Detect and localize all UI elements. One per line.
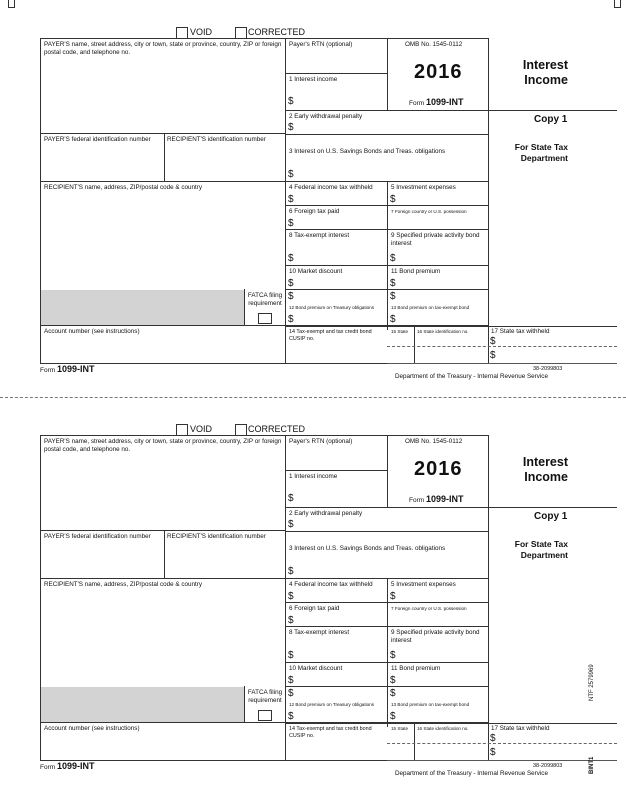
box-15-label: 15 State xyxy=(391,726,409,731)
box-3-dollar: $ xyxy=(288,566,294,577)
payer-info-label: PAYER'S name, street address, city or town, state or province, country, ZIP or foreign postal code, and telephone no. xyxy=(44,438,282,453)
box-2-label: 2 Early withdrawal penalty xyxy=(289,510,363,517)
department-label: Department of the Treasury - Internal Revenue Service xyxy=(395,770,548,777)
box-1-dollar: $ xyxy=(288,96,294,107)
box-10-dollar: $ xyxy=(288,675,294,686)
account-number-field[interactable] xyxy=(41,337,284,362)
box-4-label: 4 Federal income tax withheld xyxy=(289,581,373,588)
box-4-dollar: $ xyxy=(288,591,294,602)
box-13-dollar: $ xyxy=(390,711,396,722)
box-3-dollar: $ xyxy=(288,169,294,180)
footer-form-number: 1099-INT xyxy=(56,364,95,374)
payer-federal-id-label: PAYER'S federal identification number xyxy=(44,136,151,143)
corner-mark-right xyxy=(614,0,621,8)
fatca-checkbox[interactable] xyxy=(258,313,272,324)
box-17-dollar-1: $ xyxy=(490,733,496,744)
box-10-label: 10 Market discount xyxy=(289,665,343,672)
box-12-dollar: $ xyxy=(288,711,294,722)
box-12-label: 12 Bond premium on Treasury obligations xyxy=(289,702,375,707)
box-14-label: 14 Tax-exempt and tax credit bond CUSIP no. xyxy=(289,329,372,342)
box-17-dollar-1: $ xyxy=(490,336,496,347)
box-9-label: 9 Specified private activity bond interest xyxy=(391,232,480,247)
form-id-label xyxy=(409,97,464,107)
tax-year-prefix: 20 xyxy=(414,61,439,83)
box-3-label: 3 Interest on U.S. Savings Bonds and Treas. obligations xyxy=(289,545,446,552)
box-7-label: 7 Foreign country or U.S. possession xyxy=(391,606,467,611)
omb-number: OMB No. 1545-0112 xyxy=(405,41,463,48)
box-9-dollar: $ xyxy=(390,253,396,264)
form-title: Interest Income xyxy=(522,455,568,484)
box-6-label: 6 Foreign tax paid xyxy=(289,208,340,215)
corrected-label: CORRECTED xyxy=(248,424,306,434)
box-6-dollar: $ xyxy=(288,218,294,229)
recipient-id-label: RECIPIENT'S identification number xyxy=(167,136,266,143)
box-8-dollar: $ xyxy=(288,253,294,264)
footer-form-word: Form xyxy=(40,764,56,771)
account-number-label: Account number (see instructions) xyxy=(44,725,140,732)
form-copy-bottom xyxy=(0,397,626,797)
box-16-label: 16 State identification no. xyxy=(417,329,469,334)
box-11-dollar: $ xyxy=(390,278,396,289)
box-2-dollar: $ xyxy=(288,122,294,133)
box-5-label: 5 Investment expenses xyxy=(391,184,456,191)
box-15-label: 15 State xyxy=(391,329,409,334)
box-12-label: 12 Bond premium on Treasury obligations xyxy=(289,305,375,310)
box-5-dollar: $ xyxy=(390,591,396,602)
box-13-label: 13 Bond premium on tax-exempt bond xyxy=(391,702,470,707)
box-9-dollar: $ xyxy=(390,650,396,661)
form-number: 1099-INT xyxy=(425,494,464,504)
box-14-label: 14 Tax-exempt and tax credit bond CUSIP no. xyxy=(289,726,372,739)
box-fatca-dollar-2: $ xyxy=(390,688,396,699)
box-7-label: 7 Foreign country or U.S. possession xyxy=(391,209,467,214)
tax-year-prefix: 20 xyxy=(414,458,439,480)
tax-year xyxy=(414,458,463,481)
corner-mark-left xyxy=(8,0,15,8)
fatca-label: FATCA filing requirement xyxy=(247,292,283,307)
box-fatca-dollar-2: $ xyxy=(390,291,396,302)
void-label: VOID xyxy=(190,27,213,37)
bint-code: BINT1 xyxy=(589,756,595,774)
box-4-dollar: $ xyxy=(288,194,294,205)
department-label: Department of the Treasury - Internal Revenue Service xyxy=(395,373,548,380)
box-13-label: 13 Bond premium on tax-exempt bond xyxy=(391,305,470,310)
box-2-dollar: $ xyxy=(288,519,294,530)
box-5-dollar: $ xyxy=(390,194,396,205)
copy-description: For State Tax Department xyxy=(514,142,568,163)
footer-form-number: 1099-INT xyxy=(56,761,95,771)
footer-form-id xyxy=(40,364,95,374)
copy-description: For State Tax Department xyxy=(514,539,568,560)
box-12-dollar: $ xyxy=(288,314,294,325)
form-word: Form xyxy=(409,497,425,504)
recipient-name-label: RECIPIENT'S name, address, ZIP/postal code & country xyxy=(44,184,202,191)
catalog-number: 38-2099803 xyxy=(533,366,563,372)
fatca-label: FATCA filing requirement xyxy=(247,689,283,704)
box-17-dollar-2: $ xyxy=(490,747,496,758)
payer-info-label: PAYER'S name, street address, city or town, state or province, country, ZIP or foreign postal code, and telephone no. xyxy=(44,41,282,56)
tax-year-suffix: 16 xyxy=(438,61,463,83)
box-3-label: 3 Interest on U.S. Savings Bonds and Treas. obligations xyxy=(289,148,446,155)
box-1-label: 1 Interest income xyxy=(289,473,338,480)
footer-form-word: Form xyxy=(40,367,56,374)
recipient-id-label: RECIPIENT'S identification number xyxy=(167,533,266,540)
box-1-label: 1 Interest income xyxy=(289,76,338,83)
catalog-number: 38-2099803 xyxy=(533,763,563,769)
box-10-dollar: $ xyxy=(288,278,294,289)
box-9-label: 9 Specified private activity bond interest xyxy=(391,629,480,644)
ntf-code: NTF 2579969 xyxy=(589,664,595,701)
box-17-label: 17 State tax withheld xyxy=(491,725,550,732)
box-2-label: 2 Early withdrawal penalty xyxy=(289,113,363,120)
payer-rtn-label: Payer's RTN (optional) xyxy=(289,438,353,445)
form-number: 1099-INT xyxy=(425,97,464,107)
box-fatca-dollar: $ xyxy=(288,688,294,699)
box-8-label: 8 Tax-exempt interest xyxy=(289,232,350,239)
form-id-label xyxy=(409,494,464,504)
void-label: VOID xyxy=(190,424,213,434)
box-17-label: 17 State tax withheld xyxy=(491,328,550,335)
box-fatca-dollar: $ xyxy=(288,291,294,302)
recipient-name-label: RECIPIENT'S name, address, ZIP/postal code & country xyxy=(44,581,202,588)
form-word: Form xyxy=(409,100,425,107)
box-1-dollar: $ xyxy=(288,493,294,504)
box-16-label: 16 State identification no. xyxy=(417,726,469,731)
payer-federal-id-label: PAYER'S federal identification number xyxy=(44,533,151,540)
box-8-label: 8 Tax-exempt interest xyxy=(289,629,350,636)
shaded-area xyxy=(41,687,244,722)
footer-form-id xyxy=(40,761,95,771)
recipient-name-field[interactable] xyxy=(41,193,284,288)
box-13-dollar: $ xyxy=(390,314,396,325)
fatca-checkbox[interactable] xyxy=(258,710,272,721)
tax-year xyxy=(414,61,463,84)
box-10-label: 10 Market discount xyxy=(289,268,343,275)
corrected-label: CORRECTED xyxy=(248,27,306,37)
recipient-name-field[interactable] xyxy=(41,590,284,685)
box-11-label: 11 Bond premium xyxy=(391,665,441,672)
form-title: Interest Income xyxy=(522,58,568,87)
box-6-dollar: $ xyxy=(288,615,294,626)
account-number-label: Account number (see instructions) xyxy=(44,328,140,335)
box-11-label: 11 Bond premium xyxy=(391,268,441,275)
box-5-label: 5 Investment expenses xyxy=(391,581,456,588)
payer-rtn-label: Payer's RTN (optional) xyxy=(289,41,353,48)
box-8-dollar: $ xyxy=(288,650,294,661)
omb-number: OMB No. 1545-0112 xyxy=(405,438,463,445)
box-4-label: 4 Federal income tax withheld xyxy=(289,184,373,191)
shaded-area xyxy=(41,290,244,325)
box-6-label: 6 Foreign tax paid xyxy=(289,605,340,612)
copy-label: Copy 1 xyxy=(534,114,568,125)
payer-info-field[interactable] xyxy=(41,56,284,132)
box-11-dollar: $ xyxy=(390,675,396,686)
tax-year-suffix: 16 xyxy=(438,458,463,480)
account-number-field[interactable] xyxy=(41,734,284,759)
payer-info-field[interactable] xyxy=(41,453,284,529)
copy-label: Copy 1 xyxy=(534,511,568,522)
box-17-dollar-2: $ xyxy=(490,350,496,361)
